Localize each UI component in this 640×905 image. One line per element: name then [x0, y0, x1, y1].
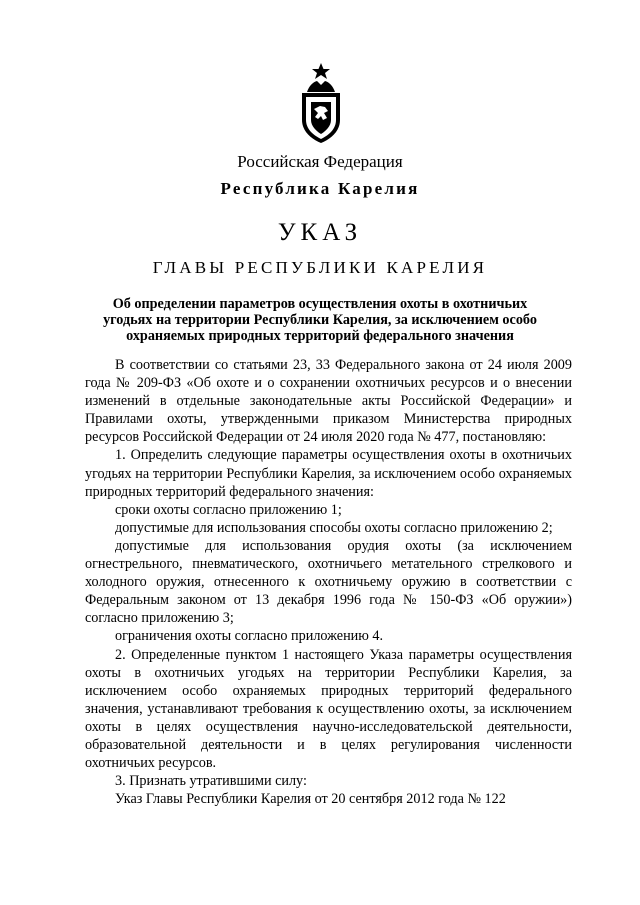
paragraph-hunting-seasons: сроки охоты согласно приложению 1;	[115, 501, 342, 518]
decree-body	[85, 356, 572, 808]
republic-name: Республика Карелия	[220, 179, 420, 198]
decree-title: Об определении параметров осуществления охоты в охотничьих угодьях на территории Республики Карелия, за исключением особо охраняемых природных территорий федерального значения	[103, 296, 537, 344]
paragraph-hunting-restrictions: ограничения охоты согласно приложению 4.	[115, 628, 384, 645]
coat-of-arms-emblem	[293, 62, 349, 144]
paragraph-item-3: 3. Признать утратившими силу:	[115, 773, 307, 790]
document-type: УКАЗ	[277, 219, 363, 246]
paragraph-item-2: 2. Определенные пунктом 1 настоящего Указа параметры осуществления охоты в охотничьих угодьях на территории Республики Карелия, за исключением особо охраняемых природных территорий федерального значения, устанавливают требования к осуществлению охоты, за исключением охоты в целях осуществления научно-исследовательской деятельности, образовательной деятельности и в целях регулирования численности охотничьих ресурсов.	[85, 646, 572, 772]
paragraph-hunting-tools: допустимые для использования орудия охоты (за исключением огнестрельного, пневматического, охотничьего метательного стрелкового и холодного оружия, отнесенного к охотничьему оружию в соответствии с Федеральным законом от 13 декабря 1996 года № 150-ФЗ «Об оружии») согласно приложению 3;	[85, 537, 572, 627]
issuer-name: ГЛАВЫ РЕСПУБЛИКИ КАРЕЛИЯ	[152, 258, 488, 277]
paragraph-hunting-methods: допустимые для использования способы охоты согласно приложению 2;	[115, 519, 553, 536]
paragraph-item-1: 1. Определить следующие параметры осуществления охоты в охотничьих угодьях на территории Республики Карелия, за исключением особо охраняемых природных территорий федерального значения:	[85, 447, 572, 500]
country-name: Российская Федерация	[237, 152, 403, 171]
paragraph-repealed-decree: Указ Главы Республики Карелия от 20 сентября 2012 года № 122	[115, 791, 506, 808]
paragraph-preamble: В соответствии со статьями 23, 33 Федерального закона от 24 июля 2009 года № 209-ФЗ «Об охоте и о сохранении охотничьих ресурсов и о внесении изменений в отдельные законодательные акты Российской Федерации» и Правилами охоты, утвержденными приказом Министерства природных ресурсов Российской Федерации от 24 июля 2020 года № 477, постановляю:	[85, 357, 572, 446]
